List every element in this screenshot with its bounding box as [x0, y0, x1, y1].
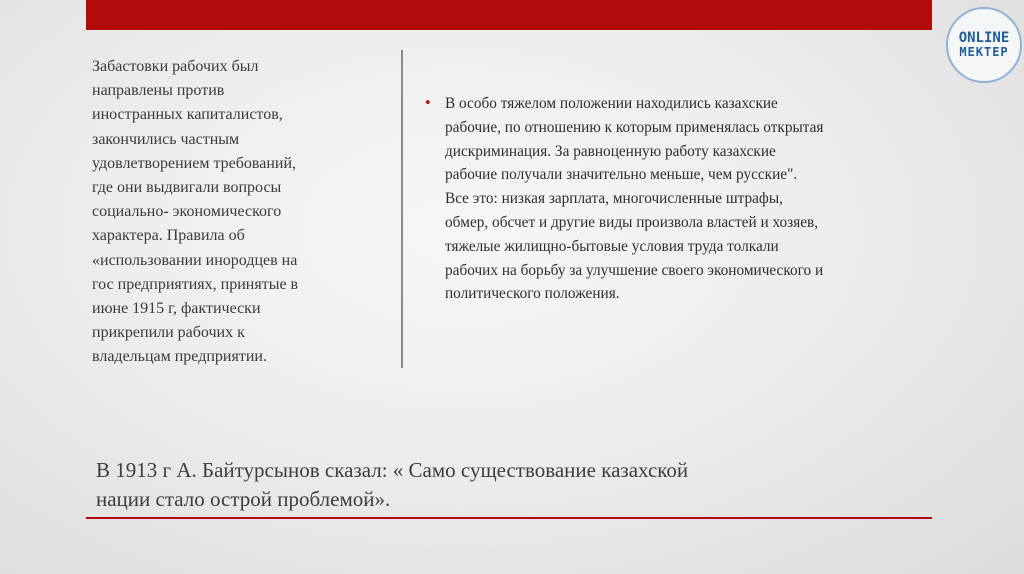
- left-column-text: Забастовки рабочих был направлены против иностранных капиталистов, закончились частным удовлетворением требований, где они выдвигали вопросы социально- экономического характера. Правила об «использовании инородцев на гос предприятиях, принятые в июне 1915 г, фактически прикрепили рабочих к владельцам предприятии.: [92, 58, 299, 366]
- bottom-accent-line: [86, 517, 932, 519]
- bullet-icon: •: [424, 96, 432, 111]
- logo-text-mekter: МЕКТЕР: [959, 45, 1009, 60]
- column-divider: [401, 50, 403, 368]
- right-column-text: В особо тяжелом положении находились казахские рабочие, по отношению к которым применялась открытая дискриминация. За равноценную работу казахские рабочие получали значительно меньше, чем русские". Все это: низкая зарплата, многочисленные штрафы, обмер, обсчет и другие виды произвола властей и хозяев, тяжелые жилищно-бытовые условия труда толкали рабочих на борьбу за улучшение своего экономического и политического положения.: [445, 95, 824, 303]
- footer-quote: В 1913 г А. Байтурсынов сказал: « Само существование казахской нации стало острой проблемой».: [96, 458, 689, 511]
- top-accent-bar: [86, 0, 932, 30]
- right-column-bullet-item: [424, 92, 934, 306]
- online-mekter-logo: [946, 7, 1022, 83]
- logo-text-online: ONLINE: [958, 30, 1010, 47]
